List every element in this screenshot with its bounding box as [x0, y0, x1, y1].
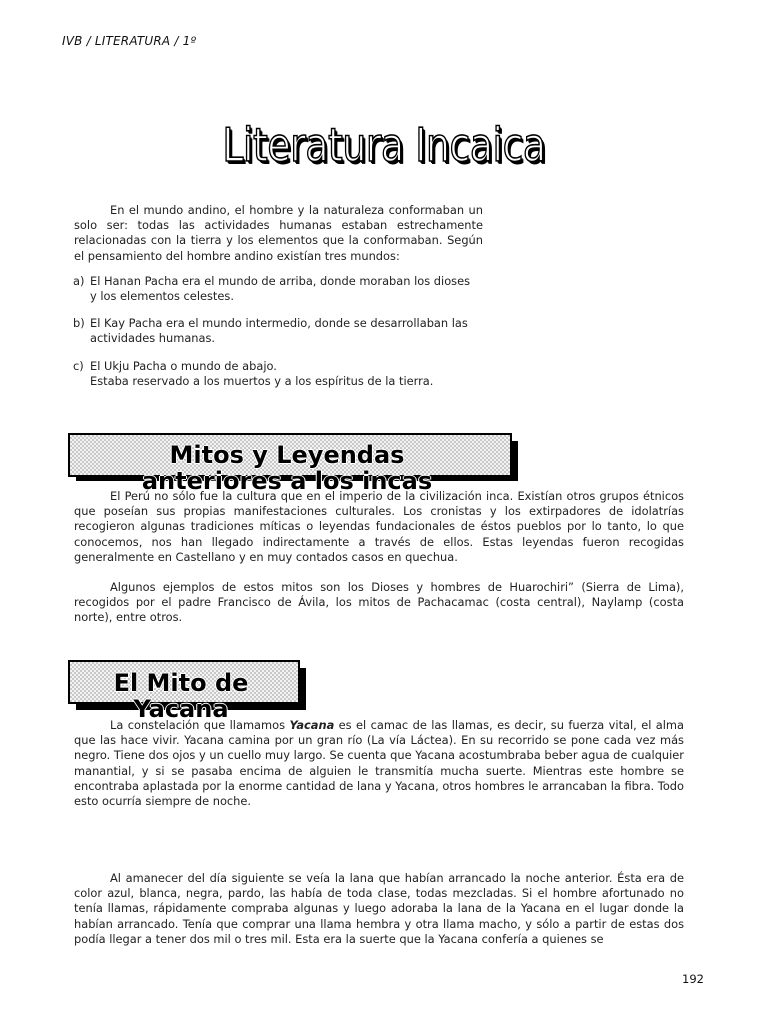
header-label: IVB / LITERATURA / 1º — [62, 34, 197, 48]
list-text — [90, 274, 470, 303]
section2-paragraph-2 — [74, 871, 684, 947]
paragraph-rest: es el camac de las llamas, es decir, su fuerza vital, el alma que las hace vivir. Yacana camina por un gran río (La vía Láctea). En su recorrido se pone cada vez más negro. Tiene dos ojos y un cuello muy largo. Se cuenta que Yacana acostumbraba beber agua de cualquier manantial, y si se pasaba encima de alguien le transmitía mucha suerte. Mientras este hombre se encontraba aplastada por la enorme cantidad de lana y Yacana, otros hombres le arrancaban la fibra. Todo esto ocurría siempre de noche. — [74, 718, 685, 809]
banner-title-line1: El Mito de — [113, 669, 249, 697]
list-line: El Hanan Pacha era el mundo de arriba, donde moraban los dioses — [90, 274, 471, 288]
section-banner-mitos — [68, 433, 520, 495]
list-text — [90, 359, 433, 388]
list-line: Estaba reservado a los muertos y a los espíritus de la tierra. — [90, 373, 434, 388]
intro-text: En el mundo andino, el hombre y la naturaleza conformaban un solo ser: todas las actividades humanas estaban estrechamente relacionadas con la tierra y los elementos que la conformaban. Según el pensamiento del hombre andino existían tres mundos: — [74, 203, 483, 263]
keyword-yacana: Yacana — [289, 718, 335, 732]
page-number: 192 — [682, 972, 704, 986]
section-banner-yacana — [68, 660, 308, 723]
page-title: Literatura Incaica — [222, 118, 546, 172]
list-line: El Kay Pacha era el mundo intermedio, donde se desarrollaban las — [90, 316, 468, 330]
section1-paragraph-2 — [74, 580, 684, 626]
section2-paragraph-1 — [74, 718, 684, 809]
list-line: El Ukju Pacha o mundo de abajo. — [90, 359, 277, 373]
list-marker: b) — [73, 316, 85, 330]
list-line: y los elementos celestes. — [90, 288, 234, 303]
paragraph-text: Al amanecer del día siguiente se veía la lana que habían arrancado la noche anterior. Ésta era de color azul, blanca, negra, pardo, las había de toda clase, todas mezcladas. Si el hombre afortunado no tenía llamas, rápidamente compraba algunas y luego adoraba la lana de la Yacana en el lugar donde la habían arrancado. Tenía que comprar una llama hembra y otra llama macho, y sólo a partir de estas dos podía llegar a tener dos mil o tres mil. Esta era la suerte que la Yacana confería a quienes se — [74, 871, 684, 946]
section1-paragraph-1 — [74, 489, 684, 565]
list-marker: c) — [73, 359, 84, 373]
list-line: actividades humanas. — [90, 330, 216, 345]
banner-title-line1: Mitos y Leyendas — [169, 441, 405, 469]
banner-title-line2: Yacana — [133, 695, 229, 723]
paragraph-start: La constelación que llamamos — [110, 718, 290, 732]
paragraph-text — [74, 718, 684, 809]
paragraph-text: Algunos ejemplos de estos mitos son los Dioses y hombres de Huarochiri” (Sierra de Lima), recogidos por el padre Francisco de Ávila, los mitos de Pachacamac (costa central), Naylamp (costa norte), entre otros. — [74, 580, 684, 625]
list-text — [90, 316, 468, 345]
banner-title-line2: anteriores a los incas — [141, 467, 433, 495]
list-marker: a) — [73, 274, 85, 288]
intro-paragraph — [74, 203, 483, 264]
paragraph-text: El Perú no sólo fue la cultura que en el imperio de la civilización inca. Existían otros grupos étnicos que poseían sus propias manifestaciones culturales. Los cronistas y los extirpadores de idolatrías recogieron algunas tradiciones míticas o leyendas fundacionales de éstos pueblos por lo tanto, lo que conocemos, nos han llegado indirectamente a través de ellos. Estas leyendas fueron recogidas generalmente en Castellano y en muy contados casos en quechua. — [74, 489, 684, 564]
